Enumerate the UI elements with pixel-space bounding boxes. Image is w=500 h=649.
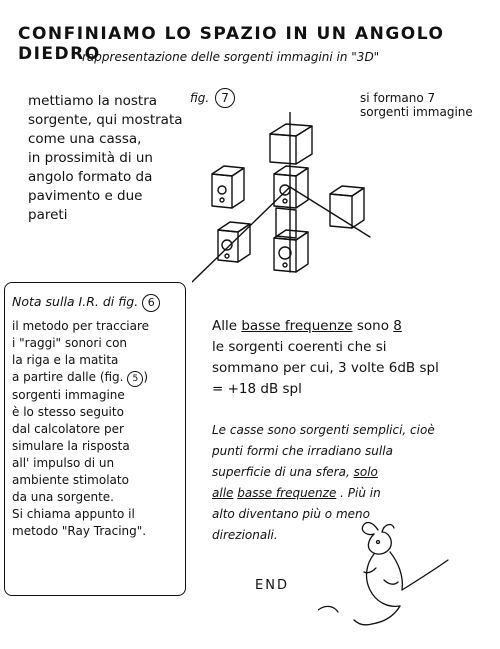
intro-line: in prossimità di un	[28, 150, 153, 166]
simple-line-text: superficie di una sfera,	[212, 465, 350, 479]
speaker-box	[212, 166, 244, 208]
bass-line: le sorgenti coerenti che si	[212, 339, 387, 355]
ground-mark	[318, 606, 338, 612]
bass-emphasis: basse frequenze	[241, 318, 353, 334]
note-line: la riga e la matita	[12, 353, 119, 367]
speaker-box	[330, 186, 364, 228]
kangaroo-eye	[377, 541, 380, 544]
sources-note-line: si formano 7	[360, 91, 436, 105]
bass-section	[212, 316, 492, 400]
kangaroo-tail	[402, 560, 448, 590]
figure-number: 7	[215, 88, 235, 108]
note-line: sorgenti immagine	[12, 388, 125, 402]
note-line: dal calcolatore per	[12, 422, 124, 436]
kangaroo-leg	[354, 606, 400, 625]
speaker-box	[270, 124, 312, 164]
note-line: il metodo per tracciare	[12, 319, 150, 333]
kangaroo-ear	[382, 525, 394, 532]
note-line-text: a partire dalle	[12, 370, 96, 384]
intro-line: angolo formato da	[28, 169, 153, 185]
note-line: metodo "Ray Tracing".	[12, 524, 147, 538]
kangaroo-ear	[362, 523, 378, 535]
bass-line: sommano per cui, 3 volte 6dB spl	[212, 360, 439, 376]
note-line: da una sorgente.	[12, 490, 114, 504]
note-line: simulare la risposta	[12, 439, 130, 453]
simple-line: alto diventano più o meno	[212, 507, 370, 521]
intro-line: pareti	[28, 207, 68, 223]
note-body	[12, 318, 182, 540]
bass-line	[212, 316, 492, 337]
note-line: Si chiama appunto il	[12, 507, 135, 521]
simple-line: Le casse sono sorgenti semplici, cioè	[212, 423, 435, 437]
figure-label-text: fig.	[190, 91, 210, 105]
note-line: è lo stesso seguito	[12, 405, 124, 419]
note-title	[12, 294, 160, 312]
page-subtitle: rappresentazione delle sorgenti immagini in "3D"	[82, 50, 380, 64]
note-line: a partire dalle (fig. 5 )	[12, 369, 182, 387]
simple-emphasis: basse frequenze	[237, 486, 337, 500]
speaker-diagram	[192, 112, 372, 287]
bass-line: = +18 dB spl	[212, 381, 302, 397]
intro-text	[28, 92, 196, 225]
simple-line	[212, 462, 492, 483]
simple-solo: solo	[353, 465, 378, 479]
end-label: END	[255, 578, 289, 593]
intro-line: mettiamo la nostra	[28, 93, 158, 109]
bass-number: 8	[393, 318, 402, 334]
simple-line: punti formi che irradiano sulla	[212, 444, 393, 458]
note-line: all' impulso di un	[12, 456, 115, 470]
note-fig-number: 6	[142, 294, 160, 312]
note-line: i "raggi" sonori con	[12, 336, 128, 350]
figure-label	[190, 88, 235, 108]
bass-mid: sono	[356, 318, 389, 334]
speaker-box	[276, 208, 296, 238]
note-inline-fig-number: 5	[127, 371, 143, 387]
note-inline-fig-label: fig.	[104, 370, 124, 384]
sources-note	[360, 91, 473, 119]
kangaroo-pouch	[384, 580, 398, 584]
note-title-text: Nota sulla I.R. di fig.	[12, 294, 139, 309]
page-title: CONFINIAMO LO SPAZIO IN UN ANGOLO DIEDRO	[18, 24, 445, 64]
simple-line	[212, 483, 492, 504]
bass-prefix: Alle	[212, 318, 238, 334]
kangaroo-doodle	[318, 520, 468, 630]
kangaroo-body	[367, 554, 400, 606]
intro-line: come una cassa,	[28, 131, 142, 147]
sources-note-line: sorgenti immagine	[360, 105, 473, 119]
note-line: ambiente stimolato	[12, 473, 129, 487]
intro-line: pavimento e due	[28, 188, 143, 204]
kangaroo-arm	[364, 568, 376, 573]
intro-line: sorgente, qui mostrata	[28, 112, 183, 128]
simple-after-emphasis: . Più in	[340, 486, 381, 500]
simple-alle: alle	[212, 486, 234, 500]
simple-line: direzionali.	[212, 528, 278, 542]
